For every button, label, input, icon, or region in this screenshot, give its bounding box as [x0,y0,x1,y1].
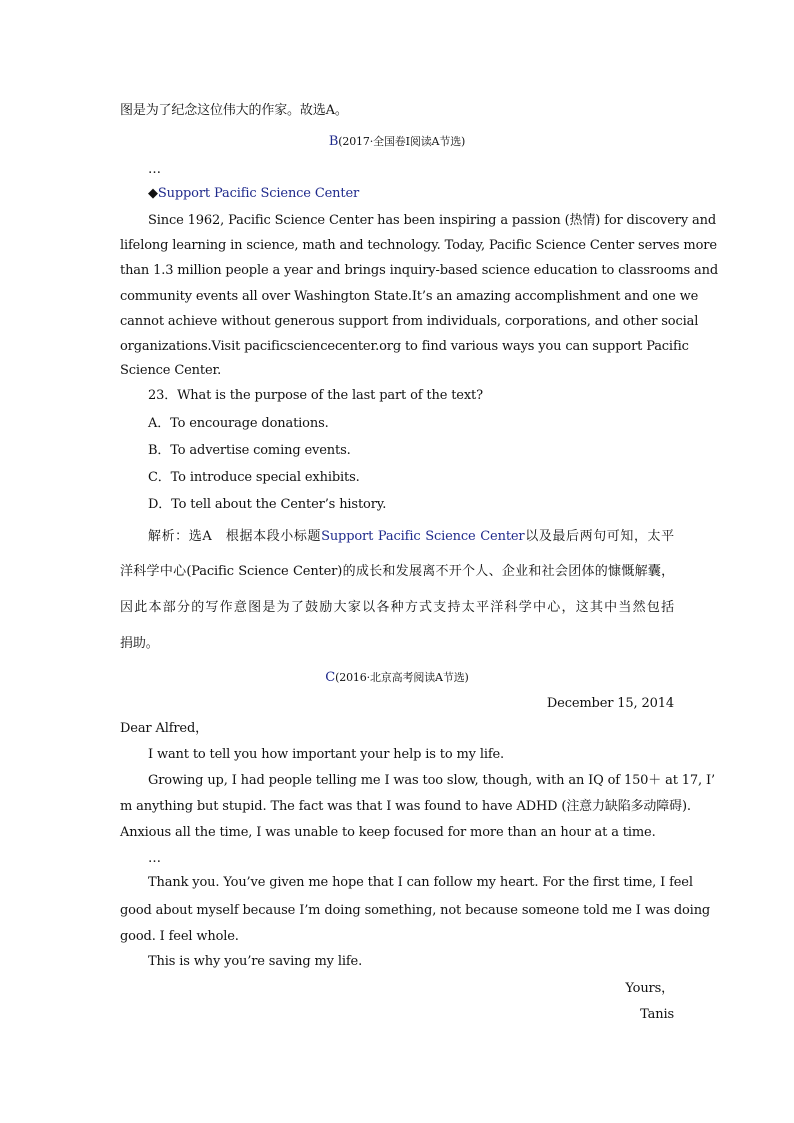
letter-line: good about myself because I’m doing something, not because someone told me I was doing [120,903,711,918]
passage-line: Science Center. [120,363,222,378]
section-c-heading [120,669,674,687]
passage-line: cannot achieve without generous support from individuals, corporations, and other social [120,314,699,329]
passage-line: Since 1962, Pacific Science Center has been inspiring a passion (热情) for discovery and [148,213,717,228]
section-c-letter: C [325,670,336,685]
letter-date: December 15, 2014 [546,696,674,711]
analysis-line [148,528,674,546]
passage-line: than 1.3 million people a year and brings inquiry-based science education to classrooms and [120,263,719,278]
analysis-rest: 以及最后两句可知，太平 [524,529,674,544]
option-a: A．To encourage donations. [148,416,329,431]
diamond-bullet-icon: ◆ [148,186,158,201]
letter-salutation: Dear Alfred， [120,721,209,736]
letter-line: Anxious all the time, I was unable to keep focused for more than an hour at a time. [120,825,656,840]
section-c-source: (2016·北京高考阅读A节选) [335,671,469,684]
option-d: D．To tell about the Center’s history. [148,497,387,512]
subheading [148,185,674,203]
analysis-highlight: Support Pacific Science Center [321,529,525,544]
section-b-heading [120,133,674,151]
letter-line: Thank you. You’ve given me hope that I can follow my heart. For the first time, I feel [148,875,693,890]
passage-line: lifelong learning in science, math and technology. Today, Pacific Science Center serves more [120,238,717,253]
section-b-letter: B [328,134,339,149]
letter-line: This is why you’re saving my life. [148,954,363,969]
section-b-source: (2017·全国卷Ⅰ阅读A节选) [338,135,466,148]
letter-line: I want to tell you how important your help is to my life. [148,747,505,762]
question: 23．What is the purpose of the last part of the text? [148,388,483,403]
analysis-line: 洋科学中心(Pacific Science Center)的成长和发展离不开个人、企业和社会团体的慷慨解囊， [120,564,674,579]
passage-line: organizations.Visit pacificsciencecenter.org to find various ways you can support Pacific [120,339,689,354]
ellipsis: … [148,162,161,177]
letter-line: m anything but stupid. The fact was that I was found to have ADHD (注意力缺陷多动障碍). [120,799,691,814]
letter-ellipsis: … [148,851,161,866]
analysis-line: 捐助。 [120,636,159,651]
letter-closing: Yours， [625,981,674,996]
option-c: C．To introduce special exhibits. [148,470,360,485]
letter-line: Growing up, I had people telling me I was too slow, though, with an IQ of 150＋ at 17, I’ [148,773,715,788]
carryover-line: 图是为了纪念这位伟大的作家。故选A。 [120,103,348,118]
subheading-text: Support Pacific Science Center [157,186,360,201]
analysis-lead: 解析：选A 根据本段小标题 [148,529,322,544]
analysis-line: 因此本部分的写作意图是为了鼓励大家以各种方式支持太平洋科学中心，这其中当然包括 [120,600,674,615]
passage-line: community events all over Washington State.It’s an amazing accomplishment and one we [120,289,699,304]
option-b: B．To advertise coming events. [148,443,351,458]
letter-line: good. I feel whole. [120,929,239,944]
letter-signature: Tanis [640,1007,674,1022]
